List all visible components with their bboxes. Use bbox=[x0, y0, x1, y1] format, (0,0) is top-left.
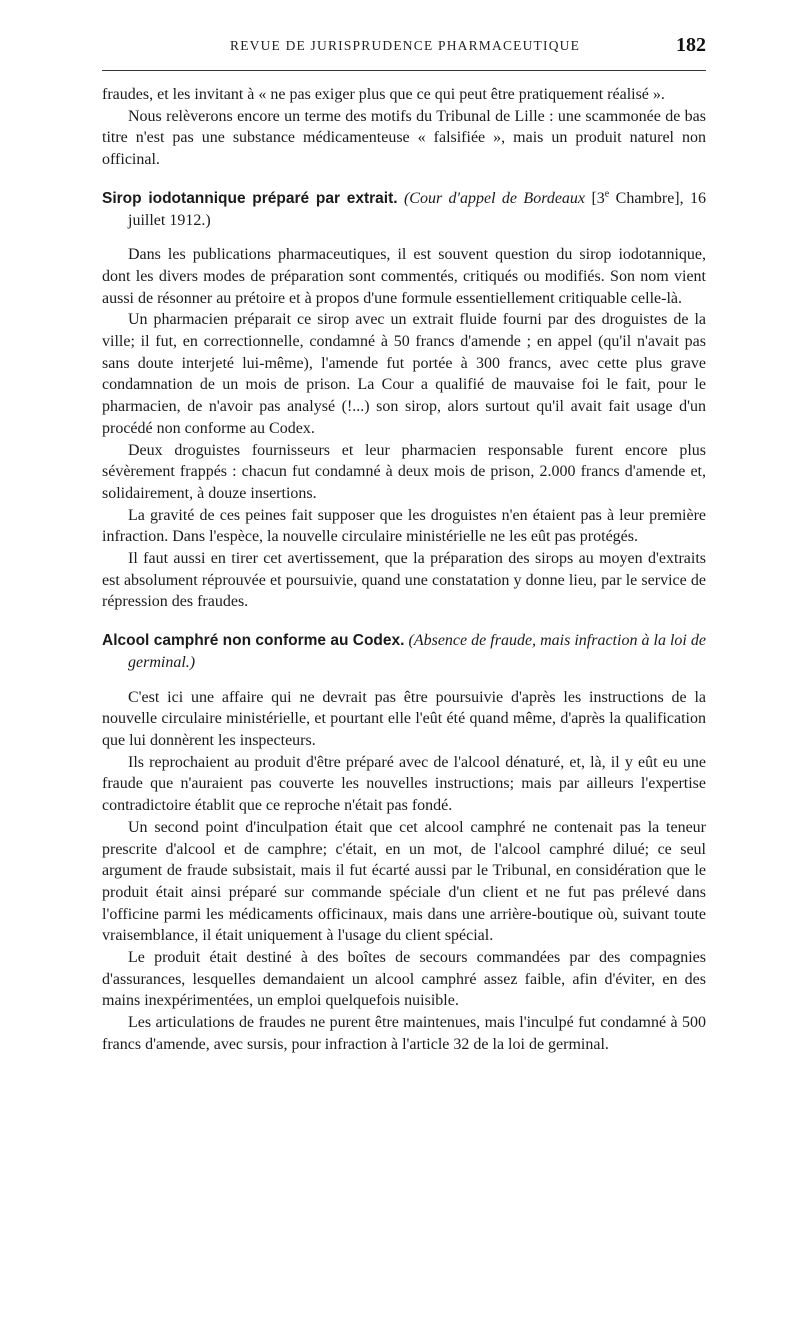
paragraph-alcool-2: Ils reprochaient au produit d'être préparé avec de l'alcool dénaturé, et, là, il y eût eu une fraude que n'auraient pas couverte les nouvelles instructions; mais par ailleurs l'expertise contradictoire établit que ce reproche n'était pas fondé. bbox=[102, 753, 706, 815]
paragraph-alcool-5: Les articulations de fraudes ne purent être maintenues, mais l'inculpé fut condamné à 500 francs d'amende, avec sursis, pour infraction à l'article 32 de la loi de germinal. bbox=[102, 1014, 706, 1053]
chamber-word: Chambre bbox=[615, 189, 675, 207]
paragraph-alcool-4: Le produit était destiné à des boîtes de secours commandées par des compagnies d'assurances, lesquelles demandaient un alcool camphré assez faible, afin d'éviter, en des mains inexpérimentées, un emploi quelquefois nuisible. bbox=[102, 949, 706, 1010]
paragraph-sirop-4: La gravité de ces peines fait supposer que les droguistes n'en étaient pas à leur première infraction. Dans l'espèce, la nouvelle circulaire ministérielle ne les eût pas protégés. bbox=[102, 506, 706, 546]
court-name: Cour d'appel de Bordeaux bbox=[409, 189, 586, 207]
section-heading-sirop: Sirop iodotannique préparé par extrait. (Cour d'appel de Bordeaux [3e Chambre], 16 juillet 1912.) bbox=[102, 188, 707, 229]
section-subtitle-alcool: Absence de fraude, mais infraction à la loi de germinal. bbox=[128, 632, 707, 671]
running-title: REVUE DE JURISPRUDENCE PHARMACEUTIQUE bbox=[230, 38, 581, 53]
header-divider bbox=[102, 70, 706, 71]
ruling-date: 16 juillet 1912. bbox=[128, 189, 707, 229]
paragraph-sirop-3: Deux droguistes fournisseurs et leur pharmacien responsable furent encore plus sévèrement frappés : chacun fut condamné à deux mois de prison, 2.000 francs d'amende et, solidairement, à douze insertions. bbox=[102, 441, 706, 502]
section-heading-alcool: Alcool camphré non conforme au Codex. (Absence de fraude, mais infraction à la loi de germinal.) bbox=[102, 632, 707, 671]
paragraph-sirop-5: Il faut aussi en tirer cet avertissement, que la préparation des sirops au moyen d'extraits est absolument réprouvée et poursuivie, quand une constatation y donne lieu, par le service de répression des fraudes. bbox=[102, 550, 706, 611]
paragraph-lille: Nous relèverons encore un terme des motifs du Tribunal de Lille : une scammonée de bas titre n'est pas une substance médicamenteuse « falsifiée », mais un produit naturel non officinal. bbox=[102, 107, 706, 169]
chamber-superscript: e bbox=[604, 188, 610, 200]
running-head bbox=[100, 34, 706, 58]
paragraph-alcool-3: Un second point d'inculpation était que cet alcool camphré ne contenait pas la teneur prescrite d'alcool et de camphre; c'était, en un mot, de l'alcool camphré dilué; ce seul argument de fraude subsistait, mais il fut écarté aussi par le Tribunal, en considération que le produit était ainsi préparé sur commande spéciale d'un client et ne fut pas prélevé dans l'officine parmi les médicaments officinaux, mais dans une arrière-boutique où, suivant toute vraisemblance, il était uniquement à l'usage du client spécial. bbox=[102, 818, 706, 945]
paragraph-continuation: fraudes, et les invitant à « ne pas exiger plus que ce qui peut être pratiquement réalisé ». bbox=[102, 86, 665, 103]
chamber-number: 3 bbox=[596, 189, 605, 207]
paragraph-alcool-1: C'est ici une affaire qui ne devrait pas être poursuivie d'après les instructions de la nouvelle circulaire ministérielle, et pourtant elle l'eût été quand même, d'après la qualification que lui donnèrent les inspecteurs. bbox=[102, 688, 706, 749]
page-number: 182 bbox=[676, 34, 706, 56]
section-title-alcool: Alcool camphré non conforme au Codex. bbox=[102, 632, 405, 650]
paragraph-sirop-2: Un pharmacien préparait ce sirop avec un extrait fluide fourni par des droguistes de la ville; il fut, en correctionnelle, condamné à 50 francs d'amende ; en appel (qu'il n'avait pas sans doute interjeté lui-même), l'amende fut portée à 300 francs, avec cette plus grave condamnation de un mois de prison. La Cour a qualifié de mauvaise foi le fait, pour le pharmacien, de n'avoir pas analysé (!...) son sirop, alors surtout qu'il avait fait usage d'un procédé non conforme au Codex. bbox=[102, 311, 706, 437]
paragraph-sirop-1: Dans les publications pharmaceutiques, il est souvent question du sirop iodotannique, dont les divers modes de préparation sont commentés, critiqués ou modifiés. Son nom vient aussi de résonner au prétoire et à propos d'une formule essentiellement critiquable celle-là. bbox=[102, 246, 706, 307]
article-body bbox=[102, 84, 706, 1056]
section-title-sirop: Sirop iodotannique préparé par extrait. bbox=[102, 189, 398, 207]
